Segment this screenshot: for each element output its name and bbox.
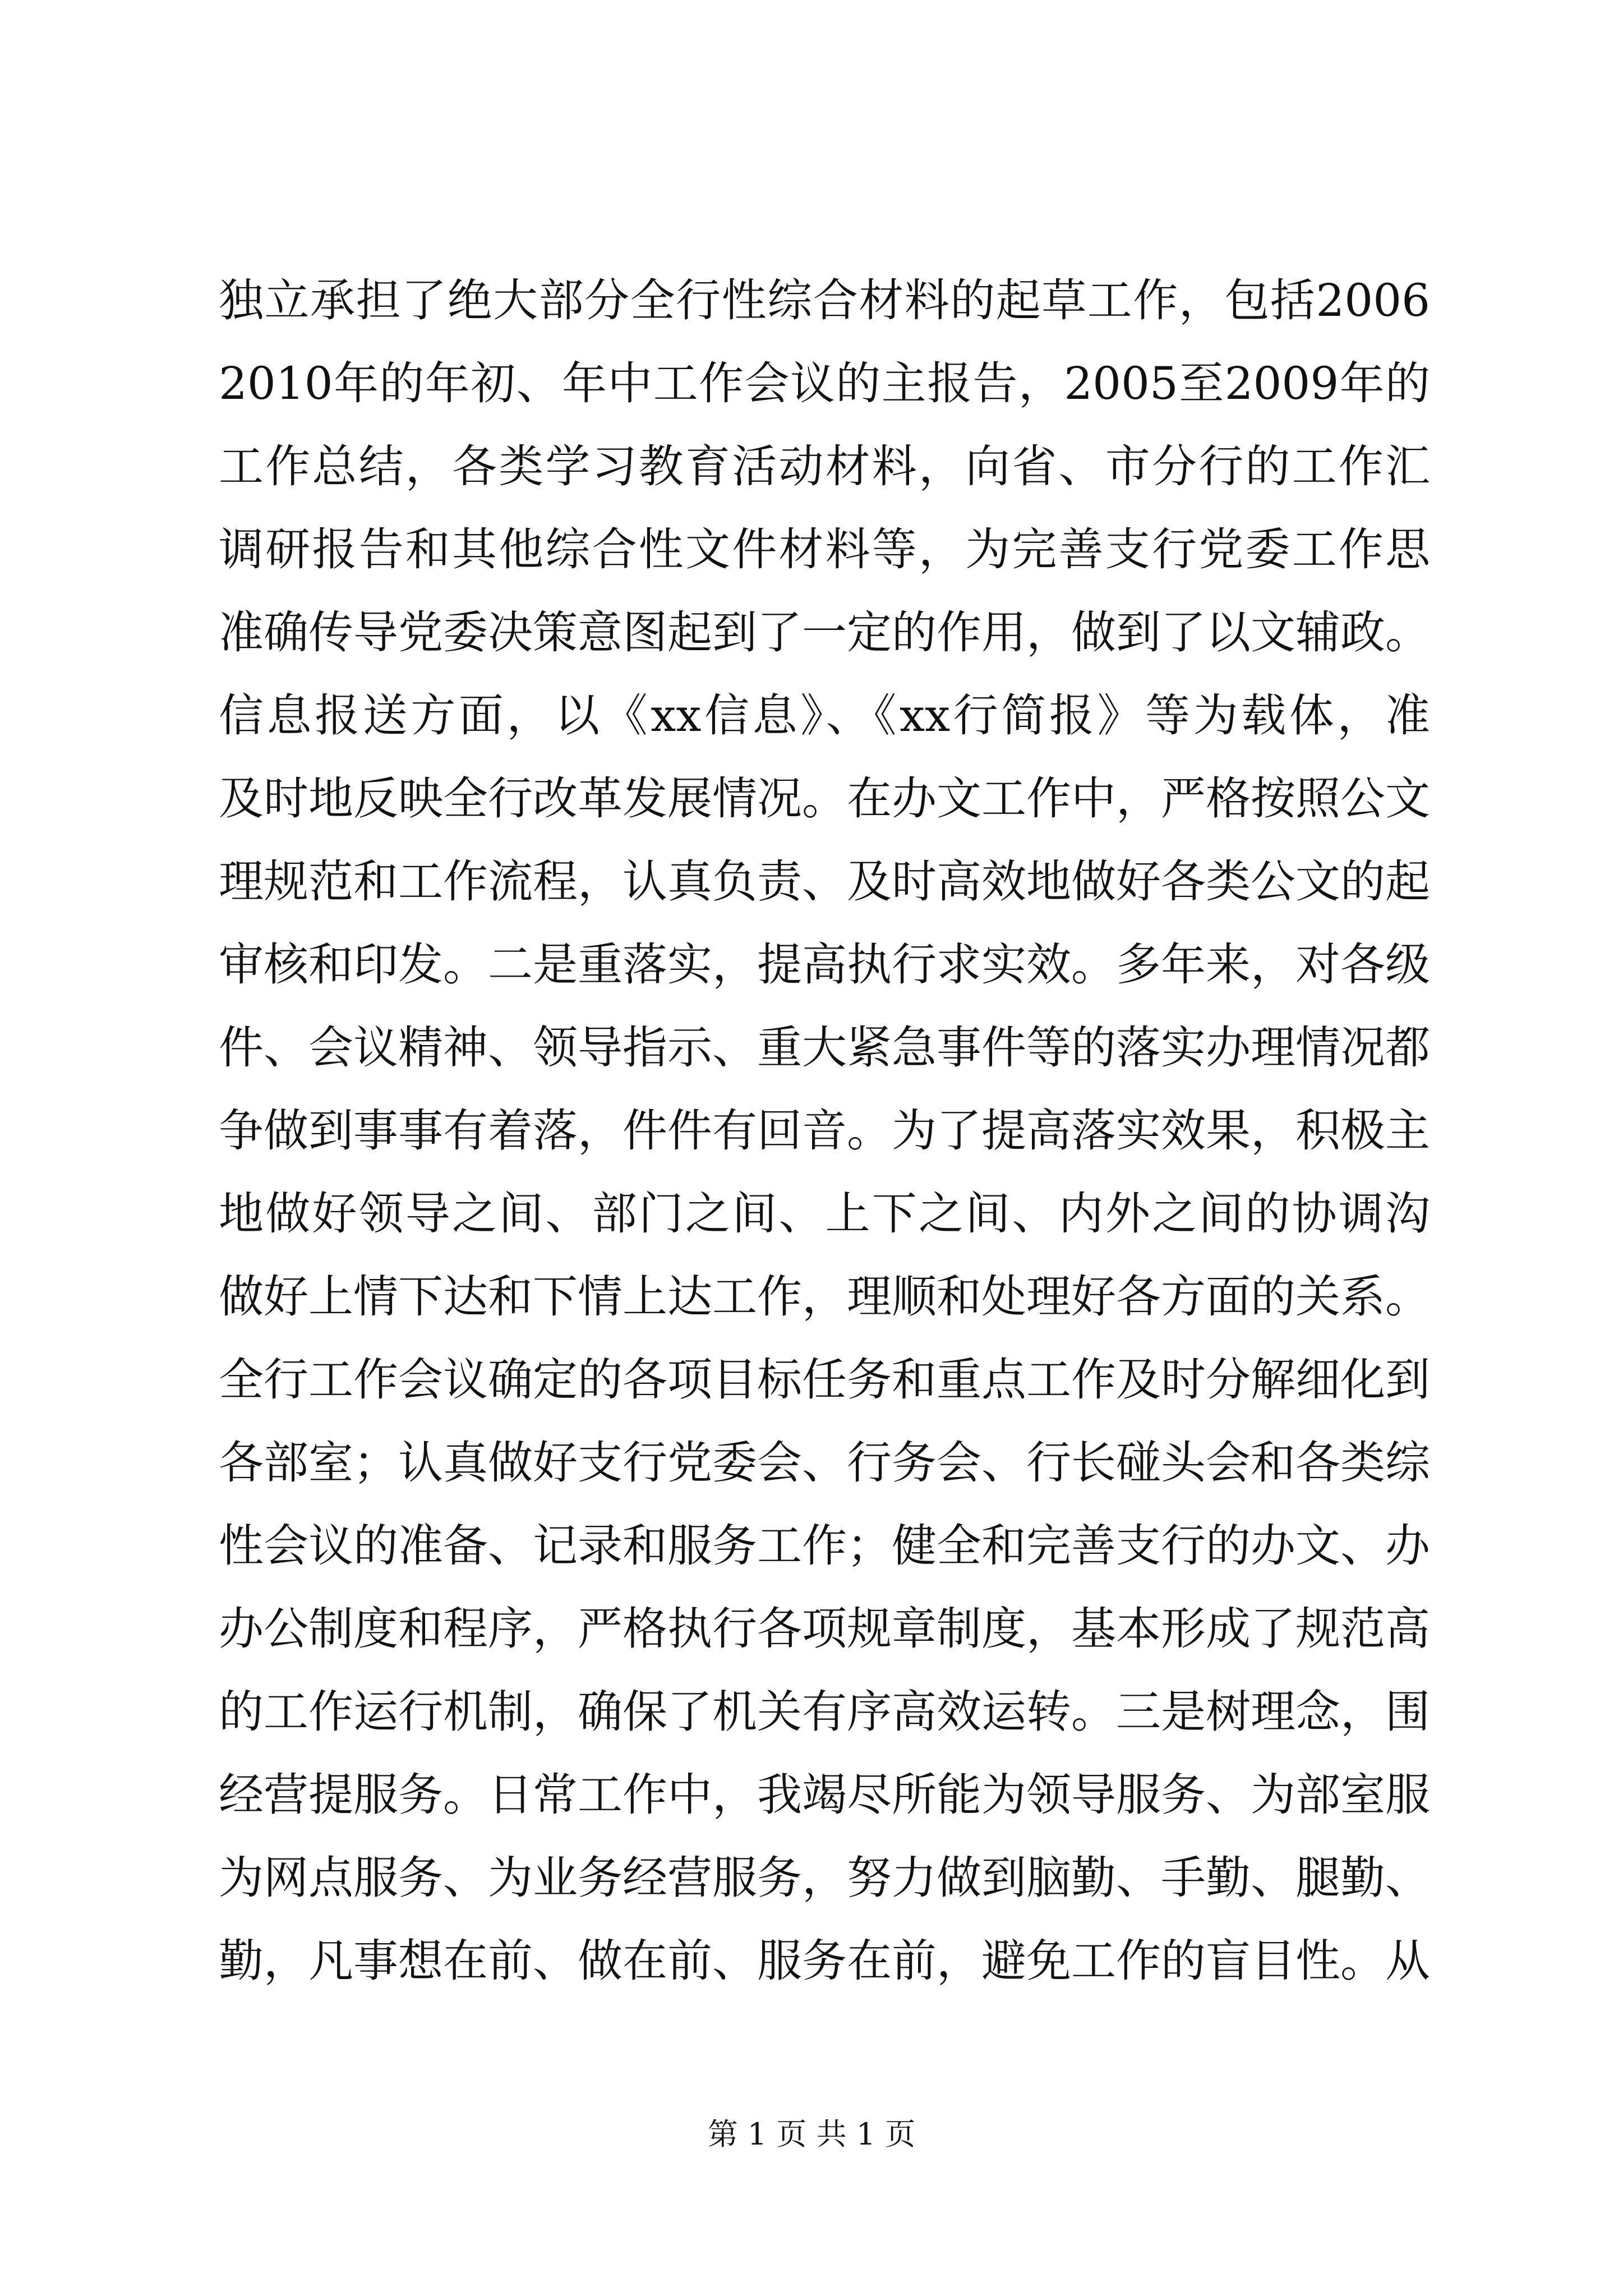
text-line-15: 各部室；认真做好支行党委会、行务会、行长碰头会和各类综 [219, 1437, 1430, 1489]
text-line-4: 调研报告和其他综合性文件材料等，为完善支行党委工作思 [219, 523, 1430, 576]
text-line-6: 信息报送方面，以《xx信息》、《xx行简报》等为载体，准 [219, 689, 1430, 742]
text-line-9: 审核和印发。二是重落实，提高执行求实效。多年来，对各级 [219, 938, 1430, 991]
text-line-17: 办公制度和程序，严格执行各项规章制度，基本形成了规范高 [219, 1603, 1430, 1655]
text-line-5: 准确传导党委决策意图起到了一定的作用，做到了以文辅政。 [219, 606, 1430, 659]
text-line-11: 争做到事事有着落，件件有回音。为了提高落实效果，积极主 [219, 1105, 1430, 1157]
text-line-19: 经营提服务。日常工作中，我竭尽所能为领导服务、为部室服 [219, 1769, 1430, 1821]
text-line-10: 件、会议精神、领导指示、重大紧急事件等的落实办理情况都 [219, 1022, 1430, 1074]
text-line-2: 2010年的年初、年中工作会议的主报告，2005至2009年的 [219, 357, 1430, 409]
text-line-3: 工作总结，各类学习教育活动材料，向省、市分行的工作汇 [219, 440, 1430, 493]
text-line-1: 独立承担了绝大部分全行性综合材料的起草工作，包括2006 [219, 274, 1430, 326]
text-line-7: 及时地反映全行改革发展情况。在办文工作中，严格按照公文 [219, 772, 1430, 825]
page-number-footer: 第 1 页 共 1 页 [707, 2116, 916, 2152]
text-line-14: 全行工作会议确定的各项目标任务和重点工作及时分解细化到 [219, 1354, 1430, 1406]
text-line-18: 的工作运行机制，确保了机关有序高效运转。三是树理念，围 [219, 1686, 1430, 1738]
text-line-8: 理规范和工作流程，认真负责、及时高效地做好各类公文的起 [219, 855, 1430, 908]
text-line-13: 做好上情下达和下情上达工作，理顺和处理好各方面的关系。 [219, 1271, 1430, 1323]
text-line-20: 为网点服务、为业务经营服务，努力做到脑勤、手勤、腿勤、 [219, 1852, 1430, 1904]
text-line-21: 勤，凡事想在前、做在前、服务在前，避免工作的盲目性。从 [219, 1935, 1430, 1987]
body-paragraph [219, 259, 1430, 2003]
text-line-12: 地做好领导之间、部门之间、上下之间、内外之间的协调沟 [219, 1188, 1430, 1240]
text-line-16: 性会议的准备、记录和服务工作；健全和完善支行的办文、办 [219, 1520, 1430, 1572]
